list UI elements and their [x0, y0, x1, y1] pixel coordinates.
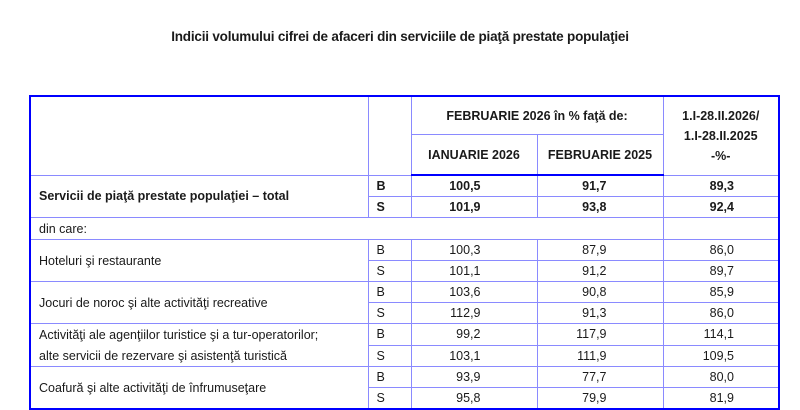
header-cumulative	[663, 96, 779, 175]
row-type: S	[368, 303, 411, 324]
cell-cum: 86,0	[663, 303, 779, 324]
cell-jan: 103,1	[411, 345, 537, 367]
row-label-gambling: Jocuri de noroc şi alte activităţi recreative	[30, 282, 368, 324]
cell-jan: 93,9	[411, 367, 537, 388]
cell-feb: 87,9	[537, 240, 663, 261]
row-type: B	[368, 175, 411, 197]
header-empty-label-cell	[30, 96, 368, 175]
cell-cum: 89,3	[663, 175, 779, 197]
cell-feb: 77,7	[537, 367, 663, 388]
header-january-2026: IANUARIE 2026	[411, 135, 537, 176]
din-care-cum-spacer	[663, 218, 779, 240]
table-row-total-b	[30, 175, 779, 197]
header-empty-type-cell	[368, 96, 411, 175]
cell-jan: 100,5	[411, 175, 537, 197]
table-row-hotels-b	[30, 240, 779, 261]
cell-feb: 111,9	[537, 345, 663, 367]
cell-feb: 93,8	[537, 197, 663, 218]
cell-jan: 101,1	[411, 261, 537, 282]
header-cumulative-line2: 1.I-28.II.2025	[683, 128, 758, 143]
cell-jan: 101,9	[411, 197, 537, 218]
row-label-travel-agencies-line2: alte servicii de rezervare şi asistenţă turistică	[30, 345, 368, 367]
cell-jan: 103,6	[411, 282, 537, 303]
cell-jan: 100,3	[411, 240, 537, 261]
cell-cum: 86,0	[663, 240, 779, 261]
din-care-label: din care:	[30, 218, 368, 240]
table-row-travel-agencies-b	[30, 324, 779, 346]
row-type: S	[368, 197, 411, 218]
row-type: S	[368, 261, 411, 282]
table-row-din-care	[30, 218, 779, 240]
header-cumulative-line1: 1.I-28.II.2026/	[682, 108, 760, 123]
row-type: S	[368, 388, 411, 410]
row-label-hotels: Hoteluri şi restaurante	[30, 240, 368, 282]
cell-feb: 117,9	[537, 324, 663, 346]
cell-cum: 92,4	[663, 197, 779, 218]
row-label-total: Servicii de piaţă prestate populaţiei – total	[30, 175, 368, 218]
cell-feb: 91,2	[537, 261, 663, 282]
cell-jan: 99,2	[411, 324, 537, 346]
row-type: B	[368, 240, 411, 261]
cell-cum: 80,0	[663, 367, 779, 388]
header-cumulative-unit: -%-	[711, 148, 731, 163]
table-row-travel-agencies-s	[30, 345, 779, 367]
row-type: B	[368, 324, 411, 346]
cell-feb: 91,7	[537, 175, 663, 197]
cell-jan: 112,9	[411, 303, 537, 324]
cell-cum: 109,5	[663, 345, 779, 367]
header-february-2025: FEBRUARIE 2025	[537, 135, 663, 176]
row-type: B	[368, 282, 411, 303]
din-care-spacer	[368, 218, 663, 240]
row-label-hairdressing: Coafură şi alte activităţi de înfrumuseţare	[30, 367, 368, 410]
cell-cum: 114,1	[663, 324, 779, 346]
turnover-index-table	[29, 95, 780, 410]
row-type: S	[368, 345, 411, 367]
table-row-hairdressing-b	[30, 367, 779, 388]
cell-feb: 91,3	[537, 303, 663, 324]
cell-cum: 89,7	[663, 261, 779, 282]
header-group-february-2026: FEBRUARIE 2026 în % faţă de:	[411, 96, 663, 135]
row-label-travel-agencies-line1: Activităţi ale agenţiilor turistice şi a tur-operatorilor;	[30, 324, 368, 346]
cell-feb: 79,9	[537, 388, 663, 410]
row-type: B	[368, 367, 411, 388]
table-row-gambling-b	[30, 282, 779, 303]
cell-feb: 90,8	[537, 282, 663, 303]
cell-jan: 95,8	[411, 388, 537, 410]
cell-cum: 81,9	[663, 388, 779, 410]
cell-cum: 85,9	[663, 282, 779, 303]
page-title: Indicii volumului cifrei de afaceri din serviciile de piaţă prestate populaţiei	[171, 29, 629, 44]
